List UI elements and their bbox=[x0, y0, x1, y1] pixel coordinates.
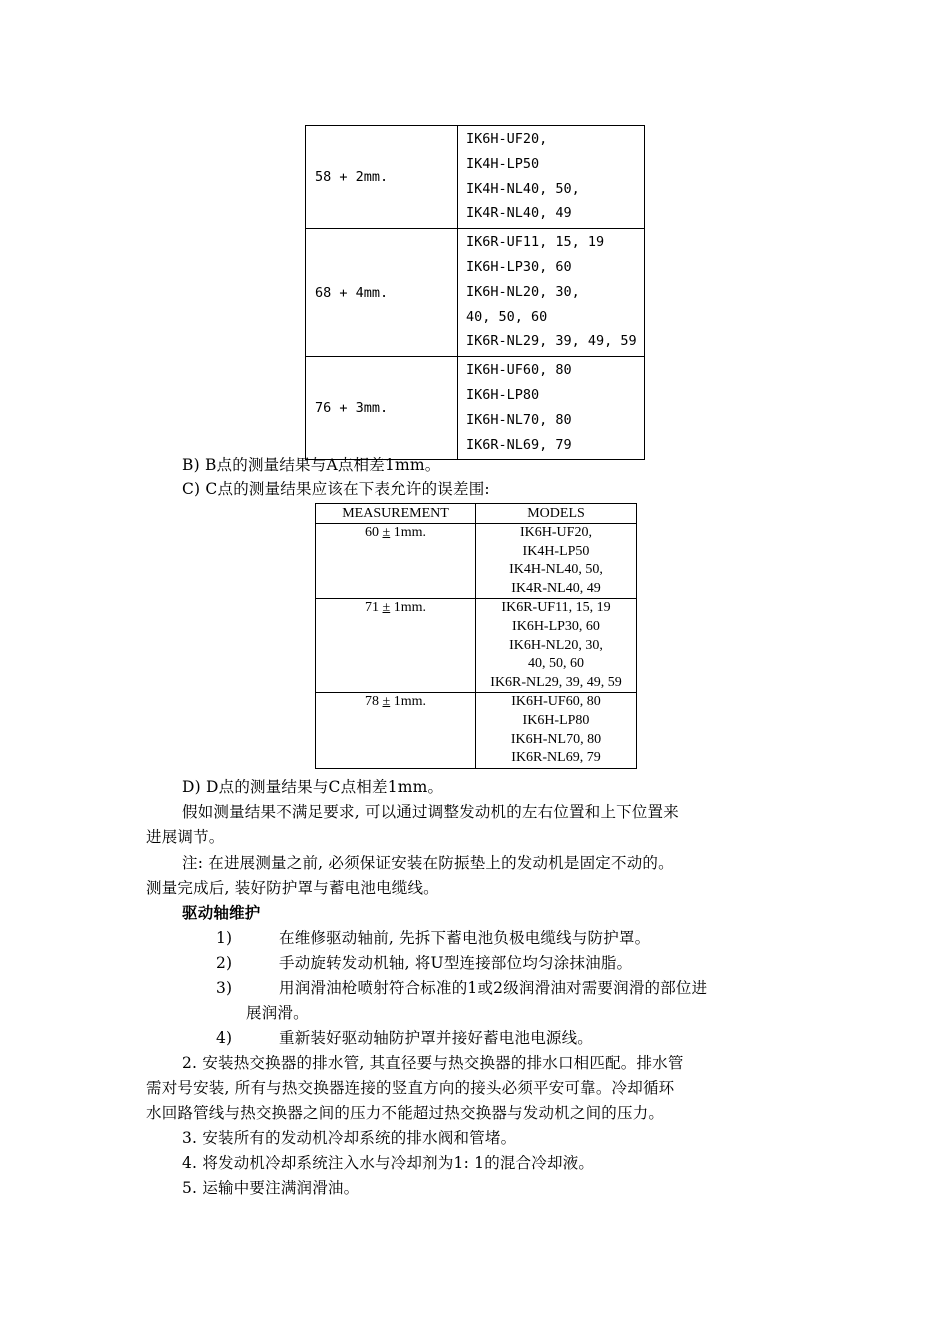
model-line: IK6H-NL20, 30, bbox=[466, 283, 580, 300]
c-point-text: C) C点的测量结果应该在下表允许的误差围: bbox=[182, 480, 490, 498]
model-line: IK6H-LP80 bbox=[522, 712, 590, 728]
table-row bbox=[316, 599, 637, 693]
plus-minus-sign: ± bbox=[382, 694, 391, 710]
measurement-cell: 68 + 4mm. bbox=[306, 229, 458, 357]
paragraph-line: 需对号安装, 所有与热交换器连接的竖直方向的接头必须平安可靠。冷却循环 bbox=[146, 1079, 675, 1097]
model-line: IK6H-NL70, 80 bbox=[466, 411, 572, 428]
model-line: IK6R-NL69, 79 bbox=[511, 750, 601, 766]
model-line: IK4R-NL40, 49 bbox=[466, 205, 572, 222]
model-line: IK6R-NL29, 39, 49, 59 bbox=[490, 674, 622, 690]
model-line: IK4H-NL40, 50, bbox=[509, 562, 603, 578]
model-line: 40, 50, 60 bbox=[528, 656, 584, 672]
paragraph-line: 2. 安装热交换器的排水管, 其直径要与热交换器的排水口相匹配。排水管 bbox=[182, 1054, 684, 1072]
paragraph-line: 3. 安装所有的发动机冷却系统的排水阀和管堵。 bbox=[182, 1129, 517, 1147]
paragraph-line: 4. 将发动机冷却系统注入水与冷却剂为1: 1的混合冷却液。 bbox=[182, 1154, 595, 1172]
model-line: IK6H-LP80 bbox=[466, 386, 540, 403]
plus-minus-sign: ± bbox=[382, 600, 391, 616]
model-line: IK4H-LP50 bbox=[466, 155, 540, 172]
step-number: 4) bbox=[216, 1029, 233, 1047]
step-text: 手动旋转发动机轴, 将U型连接部位均匀涂抹油脂。 bbox=[279, 954, 633, 972]
plus-minus-sign: ± bbox=[382, 525, 391, 540]
measurement-value: 78 bbox=[365, 694, 380, 710]
measurement-unit: 1mm. bbox=[390, 600, 426, 616]
models-header: MODELS bbox=[476, 504, 637, 524]
model-line: IK6H-LP30, 60 bbox=[466, 258, 572, 275]
measurement-unit: 1mm. bbox=[390, 694, 426, 710]
model-line: IK6H-NL20, 30, bbox=[509, 637, 603, 653]
model-line: IK6R-NL29, 39, 49, 59 bbox=[466, 333, 637, 350]
model-line: IK4H-NL40, 50, bbox=[466, 180, 580, 197]
model-line: IK6H-LP30, 60 bbox=[512, 618, 600, 634]
step-number: 1) bbox=[216, 929, 233, 947]
b-point-text: B) B点的测量结果与A点相差1mm。 bbox=[182, 456, 441, 474]
measurement-cell: 58 + 2mm. bbox=[306, 126, 458, 229]
models-cell bbox=[476, 693, 637, 768]
model-line: IK6R-UF11, 15, 19 bbox=[501, 600, 611, 616]
measurement-value: 71 bbox=[365, 600, 380, 616]
table-row bbox=[306, 126, 645, 229]
section-heading: 驱动轴维护 bbox=[182, 904, 261, 922]
measurement-table-serif bbox=[315, 503, 637, 769]
table-row bbox=[306, 357, 645, 460]
note-paragraph-line: 注: 在进展测量之前, 必须保证安装在防振垫上的发动机是固定不动的。 bbox=[182, 854, 674, 872]
step-text: 用润滑油枪喷射符合标准的1或2级润滑油对需要润滑的部位进 bbox=[279, 979, 708, 997]
measurement-cell bbox=[316, 693, 476, 768]
measurement-unit: 1mm. bbox=[390, 525, 426, 540]
adjust-paragraph-line: 进展调节。 bbox=[146, 828, 225, 846]
model-line: IK6H-NL70, 80 bbox=[510, 731, 602, 747]
models-cell bbox=[458, 357, 645, 460]
d-point-text: D) D点的测量结果与C点相差1mm。 bbox=[182, 778, 444, 796]
model-line: IK6H-UF60, 80 bbox=[511, 694, 601, 710]
model-line: IK6R-NL69, 79 bbox=[466, 436, 572, 453]
models-cell bbox=[458, 229, 645, 357]
step-text: 展润滑。 bbox=[246, 1004, 309, 1022]
model-line: IK4H-LP50 bbox=[522, 543, 590, 559]
measurement-cell bbox=[316, 599, 476, 693]
step-text: 在维修驱动轴前, 先拆下蓄电池负极电缆线与防护罩。 bbox=[279, 929, 651, 947]
table-header-row bbox=[316, 504, 637, 524]
models-cell bbox=[458, 126, 645, 229]
models-cell bbox=[476, 524, 637, 599]
measurement-table-monospace bbox=[305, 125, 645, 460]
table-row bbox=[316, 693, 637, 768]
paragraph-line: 5. 运输中要注满润滑油。 bbox=[182, 1179, 360, 1197]
table-row bbox=[306, 229, 645, 357]
measurement-header: MEASUREMENT bbox=[316, 504, 476, 524]
measurement-cell: 76 + 3mm. bbox=[306, 357, 458, 460]
step-number: 3) bbox=[216, 979, 233, 997]
models-cell bbox=[476, 599, 637, 693]
note-paragraph-line: 测量完成后, 装好防护罩与蓄电池电缆线。 bbox=[146, 879, 439, 897]
step-text: 重新装好驱动轴防护罩并接好蓄电池电源线。 bbox=[279, 1029, 594, 1047]
measurement-value: 60 bbox=[365, 525, 380, 540]
measurement-cell bbox=[316, 524, 476, 599]
model-line: IK4R-NL40, 49 bbox=[511, 580, 601, 596]
model-line: 40, 50, 60 bbox=[466, 308, 548, 325]
adjust-paragraph-line: 假如测量结果不满足要求, 可以通过调整发动机的左右位置和上下位置来 bbox=[182, 803, 679, 821]
model-line: IK6R-UF11, 15, 19 bbox=[466, 234, 605, 251]
model-line: IK6H-UF60, 80 bbox=[466, 362, 572, 379]
model-line: IK6H-UF20, bbox=[520, 525, 592, 540]
model-line: IK6H-UF20, bbox=[466, 131, 548, 147]
paragraph-line: 水回路管线与热交换器之间的压力不能超过热交换器与发动机之间的压力。 bbox=[146, 1104, 665, 1122]
table-row bbox=[316, 524, 637, 599]
step-number: 2) bbox=[216, 954, 233, 972]
